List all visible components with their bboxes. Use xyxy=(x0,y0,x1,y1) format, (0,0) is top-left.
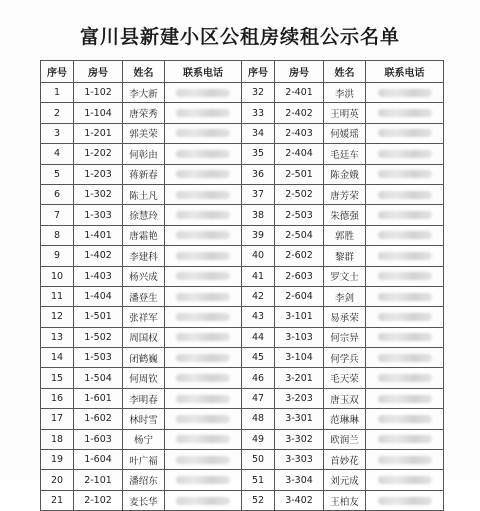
cell-no-right: 52 xyxy=(242,490,275,510)
cell-phone-right xyxy=(366,246,444,266)
redacted-phone-blur xyxy=(176,211,230,219)
cell-room-right: 3-301 xyxy=(275,409,324,429)
table-row xyxy=(41,184,444,204)
header-phone-left: 联系电话 xyxy=(165,61,242,83)
cell-no-left: 6 xyxy=(41,184,74,204)
cell-name-right: 陈金娥 xyxy=(324,164,366,184)
table-row xyxy=(41,205,444,225)
cell-room-left: 1-401 xyxy=(74,225,123,245)
cell-room-left: 1-503 xyxy=(74,348,123,368)
cell-no-right: 43 xyxy=(242,307,275,327)
redacted-phone-blur xyxy=(378,293,432,301)
cell-no-left: 11 xyxy=(41,286,74,306)
cell-no-right: 51 xyxy=(242,470,275,490)
table-row xyxy=(41,490,444,510)
cell-no-right: 38 xyxy=(242,205,275,225)
cell-room-right: 3-203 xyxy=(275,388,324,408)
table-row xyxy=(41,429,444,449)
cell-name-left: 唐霜艳 xyxy=(123,225,165,245)
table-row xyxy=(41,286,444,306)
cell-room-right: 2-404 xyxy=(275,144,324,164)
cell-phone-right xyxy=(366,184,444,204)
table-row xyxy=(41,144,444,164)
cell-phone-left xyxy=(165,164,242,184)
cell-room-right: 3-103 xyxy=(275,327,324,347)
cell-phone-right xyxy=(366,144,444,164)
cell-room-left: 1-403 xyxy=(74,266,123,286)
cell-name-left: 蒋新春 xyxy=(123,164,165,184)
cell-room-left: 1-501 xyxy=(74,307,123,327)
cell-no-left: 14 xyxy=(41,348,74,368)
cell-name-right: 何宗异 xyxy=(324,327,366,347)
redacted-phone-blur xyxy=(378,333,432,341)
cell-room-left: 1-203 xyxy=(74,164,123,184)
cell-name-right: 首妙花 xyxy=(324,450,366,470)
cell-phone-right xyxy=(366,164,444,184)
redacted-phone-blur xyxy=(378,191,432,199)
redacted-phone-blur xyxy=(378,313,432,321)
cell-room-right: 2-602 xyxy=(275,246,324,266)
header-room-right: 房号 xyxy=(275,61,324,83)
redacted-phone-blur xyxy=(378,395,432,403)
cell-name-right: 罗文士 xyxy=(324,266,366,286)
redacted-phone-blur xyxy=(176,170,230,178)
cell-phone-right xyxy=(366,307,444,327)
cell-room-right: 2-403 xyxy=(275,123,324,143)
header-room-left: 房号 xyxy=(74,61,123,83)
cell-phone-left xyxy=(165,429,242,449)
cell-no-right: 44 xyxy=(242,327,275,347)
cell-name-left: 林时雪 xyxy=(123,409,165,429)
cell-no-right: 49 xyxy=(242,429,275,449)
table-row xyxy=(41,123,444,143)
redacted-phone-blur xyxy=(176,129,230,137)
cell-room-right: 3-402 xyxy=(275,490,324,510)
cell-phone-left xyxy=(165,123,242,143)
cell-no-left: 5 xyxy=(41,164,74,184)
cell-name-left: 麦长华 xyxy=(123,490,165,510)
cell-room-right: 3-201 xyxy=(275,368,324,388)
cell-no-right: 47 xyxy=(242,388,275,408)
cell-no-right: 32 xyxy=(242,83,275,103)
cell-phone-right xyxy=(366,368,444,388)
cell-name-left: 杨兴成 xyxy=(123,266,165,286)
cell-name-left: 叶广福 xyxy=(123,450,165,470)
cell-room-left: 2-101 xyxy=(74,470,123,490)
cell-phone-right xyxy=(366,266,444,286)
cell-phone-right xyxy=(366,225,444,245)
redacted-phone-blur xyxy=(176,333,230,341)
cell-name-right: 唐芳荣 xyxy=(324,184,366,204)
redacted-phone-blur xyxy=(176,272,230,280)
cell-name-right: 王明英 xyxy=(324,103,366,123)
cell-name-right: 朱德强 xyxy=(324,205,366,225)
cell-phone-left xyxy=(165,225,242,245)
cell-room-right: 2-401 xyxy=(275,83,324,103)
table-row xyxy=(41,388,444,408)
cell-no-right: 34 xyxy=(242,123,275,143)
redacted-phone-blur xyxy=(378,252,432,260)
cell-phone-left xyxy=(165,388,242,408)
table-row xyxy=(41,450,444,470)
table-row xyxy=(41,266,444,286)
cell-phone-right xyxy=(366,286,444,306)
cell-name-right: 唐玉双 xyxy=(324,388,366,408)
cell-room-right: 2-504 xyxy=(275,225,324,245)
cell-room-right: 2-604 xyxy=(275,286,324,306)
cell-phone-right xyxy=(366,83,444,103)
cell-phone-left xyxy=(165,144,242,164)
table-row xyxy=(41,83,444,103)
cell-no-left: 17 xyxy=(41,409,74,429)
redacted-phone-blur xyxy=(176,395,230,403)
cell-phone-left xyxy=(165,103,242,123)
cell-no-right: 33 xyxy=(242,103,275,123)
cell-phone-right xyxy=(366,103,444,123)
cell-phone-right xyxy=(366,123,444,143)
cell-name-left: 何周钦 xyxy=(123,368,165,388)
redacted-phone-blur xyxy=(176,497,230,505)
cell-name-right: 刘元成 xyxy=(324,470,366,490)
cell-no-right: 42 xyxy=(242,286,275,306)
cell-name-left: 李明春 xyxy=(123,388,165,408)
redacted-phone-blur xyxy=(378,170,432,178)
cell-room-left: 1-601 xyxy=(74,388,123,408)
cell-name-left: 潘登生 xyxy=(123,286,165,306)
cell-name-right: 何媛瑶 xyxy=(324,123,366,143)
cell-name-left: 李大新 xyxy=(123,83,165,103)
cell-room-right: 3-303 xyxy=(275,450,324,470)
cell-name-left: 何彰由 xyxy=(123,144,165,164)
cell-no-left: 16 xyxy=(41,388,74,408)
cell-phone-left xyxy=(165,184,242,204)
cell-phone-left xyxy=(165,246,242,266)
cell-no-left: 18 xyxy=(41,429,74,449)
table-body xyxy=(41,83,444,511)
cell-room-left: 1-404 xyxy=(74,286,123,306)
cell-name-left: 闭鹤巍 xyxy=(123,348,165,368)
cell-name-left: 周国权 xyxy=(123,327,165,347)
cell-phone-right xyxy=(366,429,444,449)
table-row xyxy=(41,103,444,123)
cell-room-right: 2-402 xyxy=(275,103,324,123)
redacted-phone-blur xyxy=(378,231,432,239)
cell-phone-left xyxy=(165,266,242,286)
cell-no-left: 12 xyxy=(41,307,74,327)
redacted-phone-blur xyxy=(176,476,230,484)
cell-name-right: 李洪 xyxy=(324,83,366,103)
cell-phone-right xyxy=(366,409,444,429)
cell-no-right: 39 xyxy=(242,225,275,245)
cell-phone-left xyxy=(165,368,242,388)
cell-phone-right xyxy=(366,450,444,470)
cell-room-right: 2-603 xyxy=(275,266,324,286)
cell-no-left: 13 xyxy=(41,327,74,347)
redacted-phone-blur xyxy=(378,354,432,362)
cell-room-left: 1-104 xyxy=(74,103,123,123)
redacted-phone-blur xyxy=(378,272,432,280)
cell-no-right: 48 xyxy=(242,409,275,429)
cell-name-right: 何学兵 xyxy=(324,348,366,368)
cell-name-left: 徐慧玲 xyxy=(123,205,165,225)
cell-phone-right xyxy=(366,470,444,490)
cell-room-right: 3-304 xyxy=(275,470,324,490)
redacted-phone-blur xyxy=(378,374,432,382)
cell-phone-left xyxy=(165,490,242,510)
table-header-row xyxy=(41,61,444,83)
cell-room-left: 1-402 xyxy=(74,246,123,266)
cell-name-left: 李建科 xyxy=(123,246,165,266)
redacted-phone-blur xyxy=(176,354,230,362)
table-row xyxy=(41,327,444,347)
header-name-left: 姓名 xyxy=(123,61,165,83)
cell-no-left: 15 xyxy=(41,368,74,388)
cell-name-right: 毛天荣 xyxy=(324,368,366,388)
document-title: 富川县新建小区公租房续租公示名单 xyxy=(79,26,400,48)
cell-no-right: 41 xyxy=(242,266,275,286)
cell-no-right: 35 xyxy=(242,144,275,164)
redacted-phone-blur xyxy=(176,252,230,260)
cell-name-left: 郭美荣 xyxy=(123,123,165,143)
cell-room-left: 1-302 xyxy=(74,184,123,204)
cell-phone-right xyxy=(366,490,444,510)
cell-phone-right xyxy=(366,205,444,225)
header-no-left: 序号 xyxy=(41,61,74,83)
cell-room-right: 3-101 xyxy=(275,307,324,327)
cell-room-left: 1-603 xyxy=(74,429,123,449)
cell-phone-left xyxy=(165,83,242,103)
cell-phone-left xyxy=(165,450,242,470)
redacted-phone-blur xyxy=(378,89,432,97)
cell-room-left: 1-602 xyxy=(74,409,123,429)
header-name-right: 姓名 xyxy=(324,61,366,83)
cell-phone-left xyxy=(165,348,242,368)
cell-name-right: 李剑 xyxy=(324,286,366,306)
cell-phone-left xyxy=(165,286,242,306)
cell-no-left: 2 xyxy=(41,103,74,123)
cell-name-right: 欧润兰 xyxy=(324,429,366,449)
redacted-phone-blur xyxy=(378,476,432,484)
cell-name-left: 唐荣秀 xyxy=(123,103,165,123)
cell-room-right: 3-302 xyxy=(275,429,324,449)
cell-room-left: 1-504 xyxy=(74,368,123,388)
redacted-phone-blur xyxy=(378,211,432,219)
cell-phone-left xyxy=(165,327,242,347)
cell-no-left: 1 xyxy=(41,83,74,103)
cell-name-right: 毛廷车 xyxy=(324,144,366,164)
redacted-phone-blur xyxy=(176,435,230,443)
redacted-phone-blur xyxy=(176,109,230,117)
cell-phone-right xyxy=(366,388,444,408)
header-no-right: 序号 xyxy=(242,61,275,83)
redacted-phone-blur xyxy=(176,313,230,321)
cell-no-right: 46 xyxy=(242,368,275,388)
cell-no-left: 10 xyxy=(41,266,74,286)
cell-room-right: 2-503 xyxy=(275,205,324,225)
table-row xyxy=(41,307,444,327)
table-row xyxy=(41,409,444,429)
redacted-phone-blur xyxy=(176,231,230,239)
cell-name-right: 郭胜 xyxy=(324,225,366,245)
cell-name-right: 黎群 xyxy=(324,246,366,266)
redacted-phone-blur xyxy=(378,415,432,423)
cell-phone-left xyxy=(165,409,242,429)
cell-room-right: 2-501 xyxy=(275,164,324,184)
cell-room-left: 1-502 xyxy=(74,327,123,347)
cell-no-left: 21 xyxy=(41,490,74,510)
cell-room-left: 1-303 xyxy=(74,205,123,225)
cell-name-left: 张祥军 xyxy=(123,307,165,327)
cell-no-left: 8 xyxy=(41,225,74,245)
cell-room-left: 1-102 xyxy=(74,83,123,103)
redacted-phone-blur xyxy=(378,109,432,117)
cell-no-right: 45 xyxy=(242,348,275,368)
tenant-table xyxy=(40,60,444,511)
table-row xyxy=(41,246,444,266)
cell-phone-left xyxy=(165,307,242,327)
redacted-phone-blur xyxy=(176,293,230,301)
cell-name-left: 杨宁 xyxy=(123,429,165,449)
cell-room-left: 1-201 xyxy=(74,123,123,143)
redacted-phone-blur xyxy=(378,456,432,464)
cell-room-right: 3-104 xyxy=(275,348,324,368)
cell-no-right: 37 xyxy=(242,184,275,204)
table-row xyxy=(41,225,444,245)
cell-phone-right xyxy=(366,348,444,368)
cell-room-left: 2-102 xyxy=(74,490,123,510)
cell-name-right: 王柏友 xyxy=(324,490,366,510)
redacted-phone-blur xyxy=(176,415,230,423)
cell-no-left: 3 xyxy=(41,123,74,143)
redacted-phone-blur xyxy=(176,456,230,464)
redacted-phone-blur xyxy=(176,191,230,199)
redacted-phone-blur xyxy=(176,89,230,97)
cell-phone-left xyxy=(165,470,242,490)
cell-no-left: 9 xyxy=(41,246,74,266)
cell-phone-right xyxy=(366,327,444,347)
cell-no-right: 36 xyxy=(242,164,275,184)
redacted-phone-blur xyxy=(378,497,432,505)
cell-room-left: 1-604 xyxy=(74,450,123,470)
cell-no-left: 7 xyxy=(41,205,74,225)
cell-no-left: 19 xyxy=(41,450,74,470)
redacted-phone-blur xyxy=(176,374,230,382)
cell-no-right: 50 xyxy=(242,450,275,470)
cell-no-left: 20 xyxy=(41,470,74,490)
cell-room-left: 1-202 xyxy=(74,144,123,164)
cell-no-right: 40 xyxy=(242,246,275,266)
table-row xyxy=(41,164,444,184)
redacted-phone-blur xyxy=(378,129,432,137)
header-phone-right: 联系电话 xyxy=(366,61,444,83)
redacted-phone-blur xyxy=(378,435,432,443)
cell-room-right: 2-502 xyxy=(275,184,324,204)
table-row xyxy=(41,470,444,490)
cell-phone-left xyxy=(165,205,242,225)
table-row xyxy=(41,368,444,388)
cell-name-left: 潘绍东 xyxy=(123,470,165,490)
cell-no-left: 4 xyxy=(41,144,74,164)
cell-name-left: 陈土凡 xyxy=(123,184,165,204)
cell-name-right: 范琳琳 xyxy=(324,409,366,429)
cell-name-right: 易承荣 xyxy=(324,307,366,327)
table-row xyxy=(41,348,444,368)
redacted-phone-blur xyxy=(176,150,230,158)
redacted-phone-blur xyxy=(378,150,432,158)
